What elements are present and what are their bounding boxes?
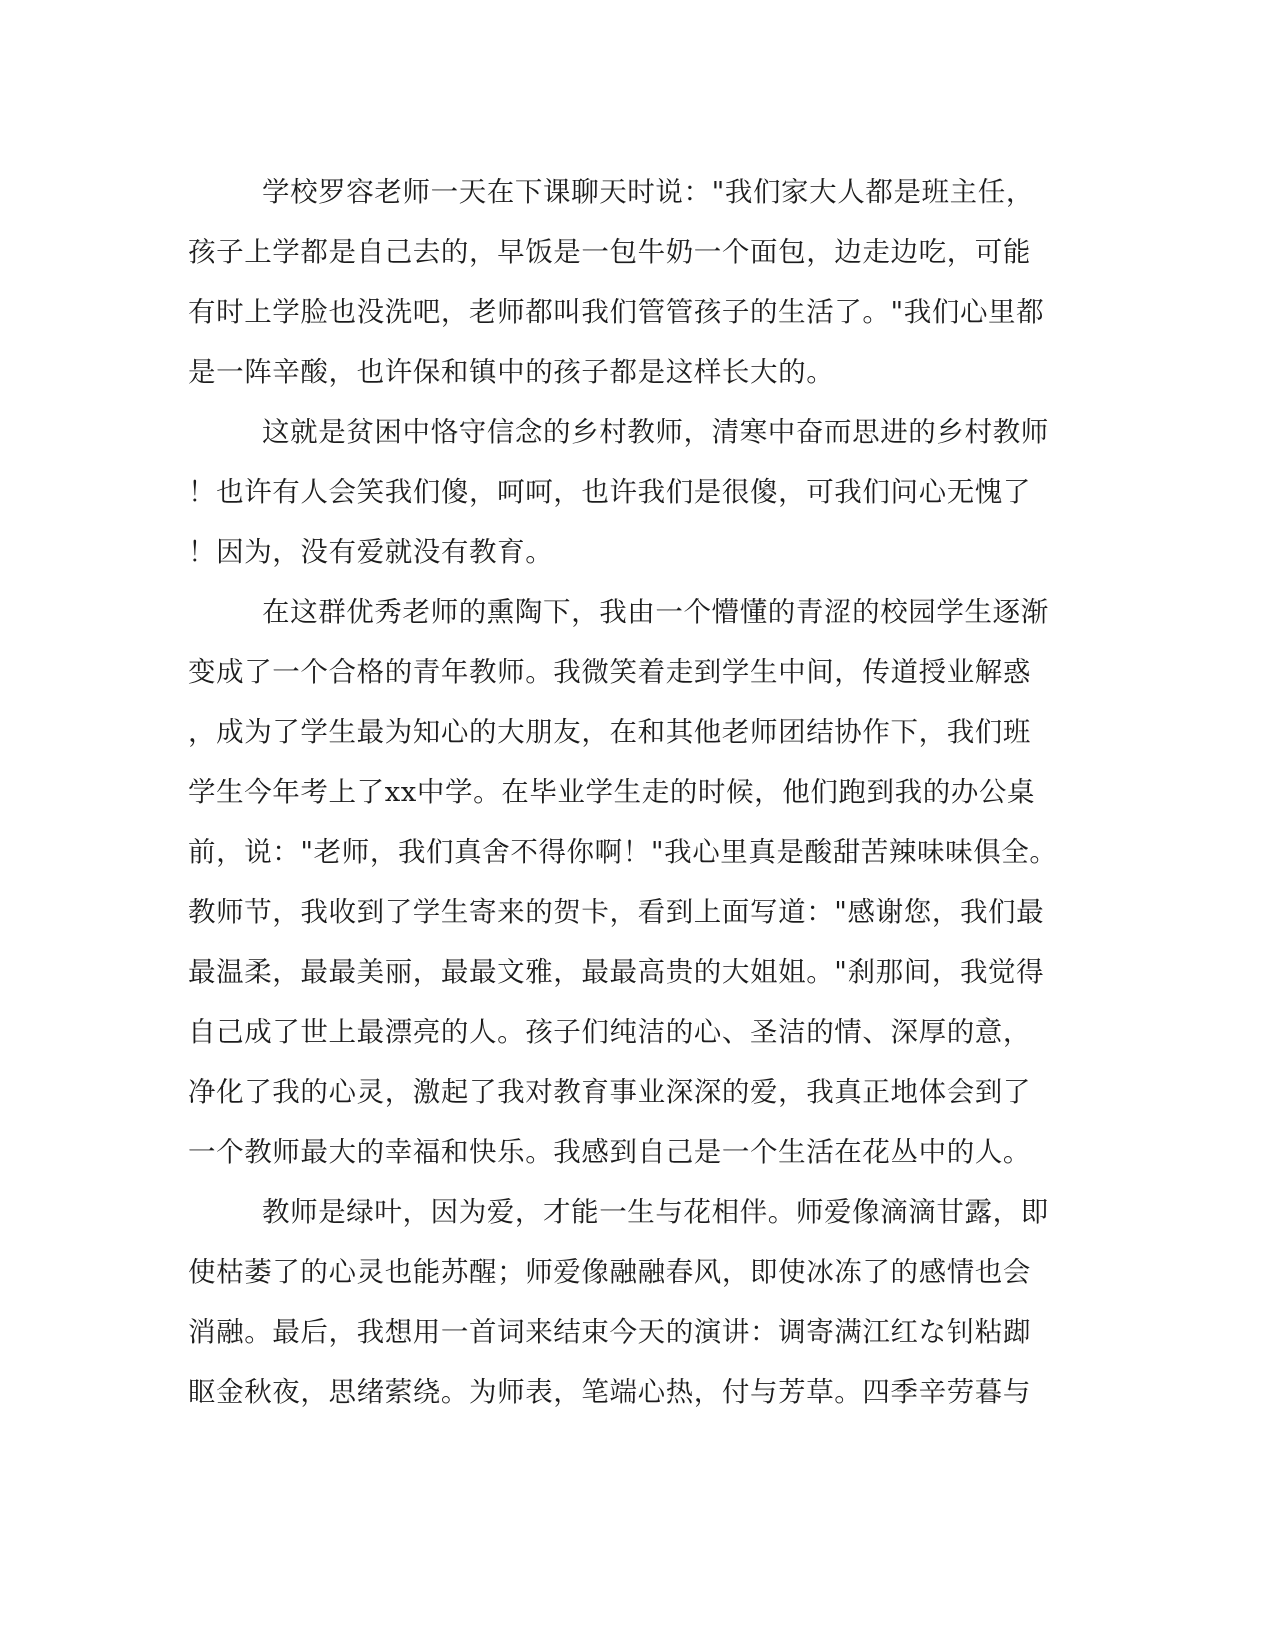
text-line: ，成为了学生最为知心的大朋友，在和其他老师团结协作下，我们班 xyxy=(188,716,1031,748)
text-line: 教师是绿叶，因为爱，才能一生与花相伴。师爱像滴滴甘露，即 xyxy=(262,1196,1049,1228)
text-line: 有时上学脸也没洗吧，老师都叫我们管管孩子的生活了。"我们心里都 xyxy=(188,296,1045,328)
text-line: 变成了一个合格的青年教师。我微笑着走到学生中间，传道授业解惑 xyxy=(188,656,1031,688)
text-line: 教师节，我收到了学生寄来的贺卡，看到上面写道："感谢您，我们最 xyxy=(188,896,1045,928)
text-line: 眍金秋夜，思绪萦绕。为师表，笔端心热，付与芳草。四季辛劳暮与 xyxy=(188,1376,1031,1408)
text-line: 在这群优秀老师的熏陶下，我由一个懵懂的青涩的校园学生逐渐 xyxy=(262,596,1049,628)
text-line: 消融。最后，我想用一首词来结束今天的演讲：调寄满江红な钊粘踋 xyxy=(188,1316,1031,1348)
text-line: 学生今年考上了xx中学。在毕业学生走的时候，他们跑到我的办公桌 xyxy=(188,776,1036,808)
text-line: 学校罗容老师一天在下课聊天时说："我们家大人都是班主任， xyxy=(262,176,1034,208)
text-line: 是一阵辛酸，也许保和镇中的孩子都是这样长大的。 xyxy=(188,356,835,388)
text-line: 净化了我的心灵，激起了我对教育事业深深的爱，我真正地体会到了 xyxy=(188,1076,1031,1108)
text-line: 前，说："老师，我们真舍不得你啊！"我心里真是酸甜苦辣味味俱全。 xyxy=(188,836,1058,868)
text-line: 一个教师最大的幸福和快乐。我感到自己是一个生活在花丛中的人。 xyxy=(188,1136,1031,1168)
text-line: 孩子上学都是自己去的，早饭是一包牛奶一个面包，边走边吃，可能 xyxy=(188,236,1031,268)
text-line: 使枯萎了的心灵也能苏醒；师爱像融融春风，即使冰冻了的感情也会 xyxy=(188,1256,1031,1288)
text-line: 自己成了世上最漂亮的人。孩子们纯洁的心、圣洁的情、深厚的意， xyxy=(188,1016,1031,1048)
text-line: 这就是贫困中恪守信念的乡村教师，清寒中奋而思进的乡村教师 xyxy=(262,416,1049,448)
body-text xyxy=(188,162,1068,1422)
text-line: 最温柔，最最美丽，最最文雅，最最高贵的大姐姐。"刹那间，我觉得 xyxy=(188,956,1045,988)
text-line: ！因为，没有爱就没有教育。 xyxy=(188,536,554,568)
text-line: ！也许有人会笑我们傻，呵呵，也许我们是很傻，可我们问心无愧了 xyxy=(188,476,1031,508)
